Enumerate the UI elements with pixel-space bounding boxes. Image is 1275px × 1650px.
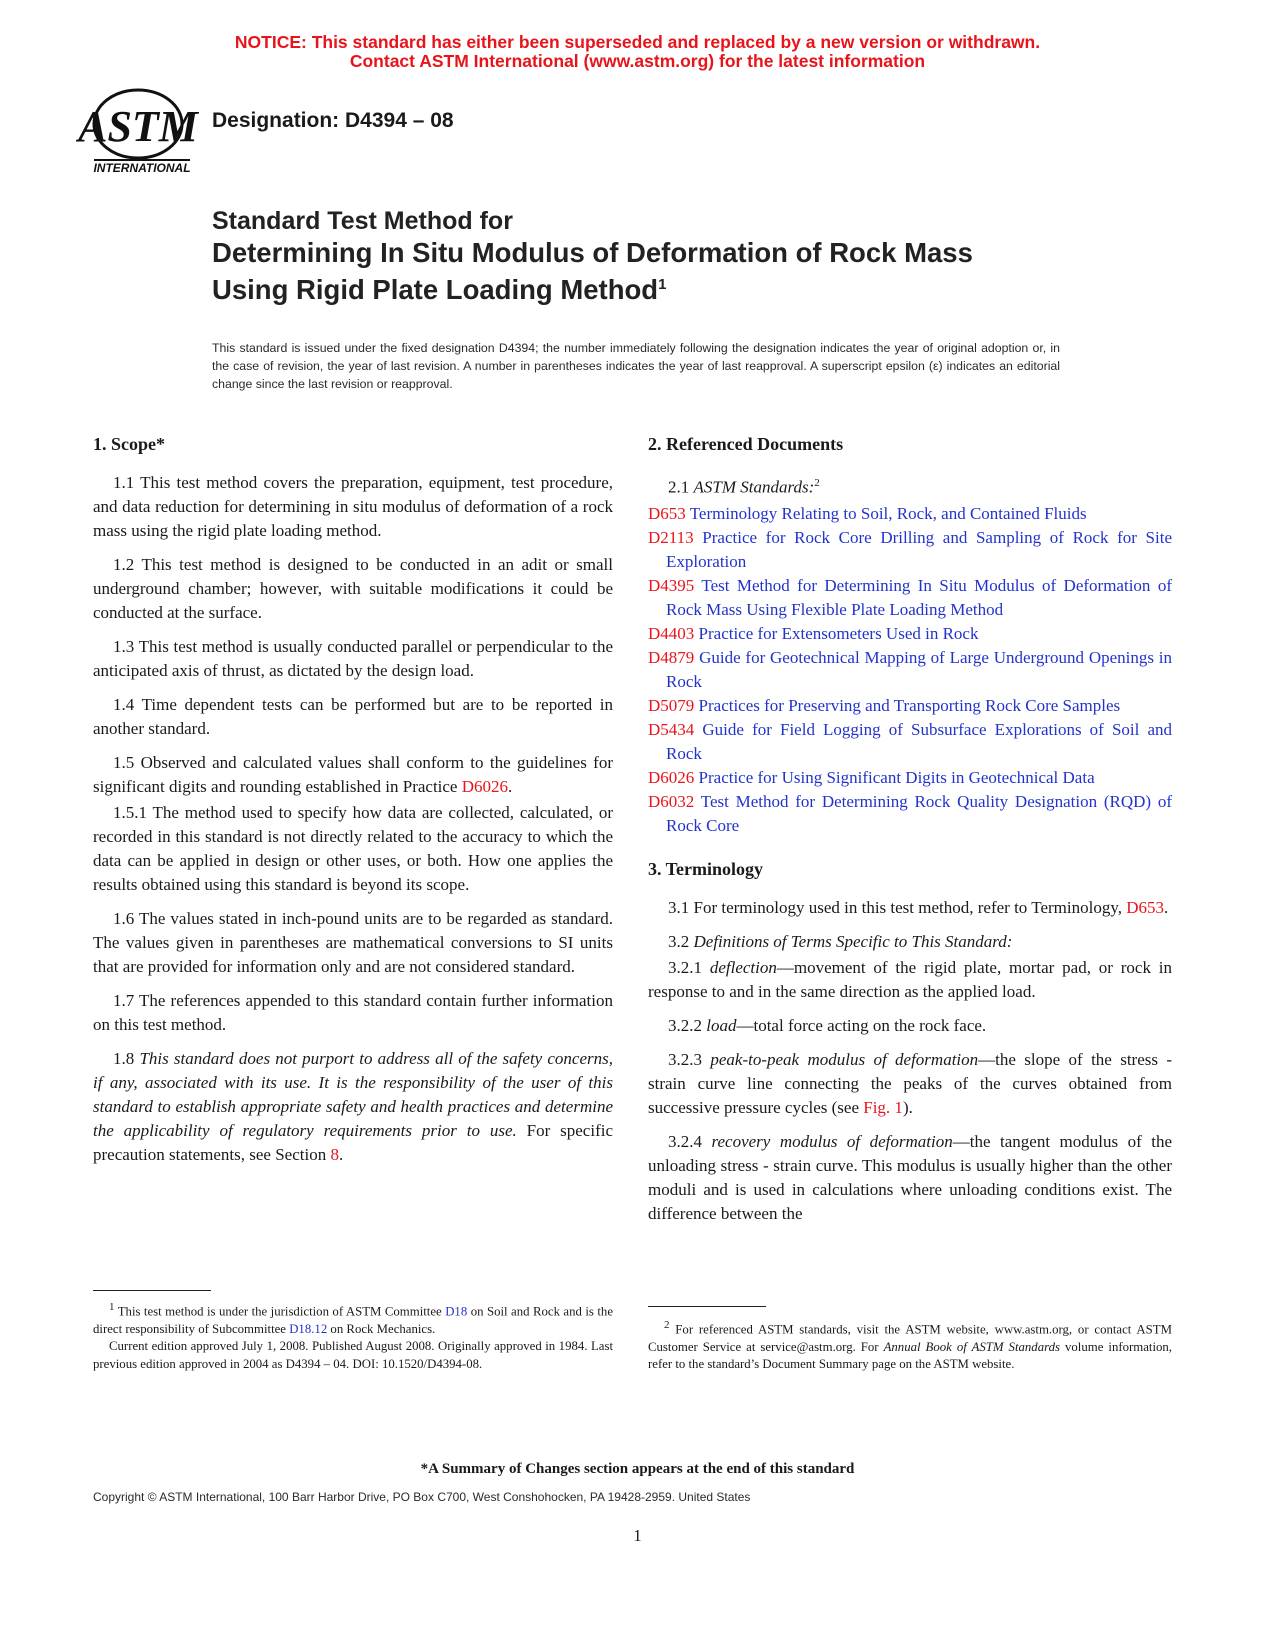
footnote-2: $^2$ For referenced ASTM standards, visit the ASTM website, www.astm.org, or contact ASTM Customer Service at service@astm.org. For Annual Book of ASTM Standards volume information, refer to the standard’s Document Summary page on the ASTM website. bbox=[648, 1319, 1173, 1372]
para-1-7: 1.7 The references appended to this standard contain further information on this test method. bbox=[93, 991, 613, 1034]
footnote-rule-left bbox=[93, 1290, 211, 1291]
document-title bbox=[212, 205, 973, 306]
logo-mark: ASTM bbox=[78, 102, 198, 151]
link-d18[interactable]: D18 bbox=[445, 1304, 468, 1319]
ref-item[interactable]: D4879 Guide for Geotechnical Mapping of Large Underground Openings in Rock bbox=[648, 647, 1173, 691]
ref-item[interactable]: D653 Terminology Relating to Soil, Rock, and Contained Fluids bbox=[648, 503, 1087, 523]
ref-item[interactable]: D6026 Practice for Using Significant Digits in Geotechnical Data bbox=[648, 767, 1095, 787]
page-number: 1 bbox=[633, 1526, 642, 1545]
para-3-2-4: 3.2.4 recovery modulus of deformation—the tangent modulus of the unloading stress - strain curve. This modulus is usually higher than the other moduli and is used in calculations where unloading conditions exist. The difference between the bbox=[648, 1131, 1173, 1223]
ref-item[interactable]: D5434 Guide for Field Logging of Subsurface Explorations of Soil and Rock bbox=[648, 719, 1172, 763]
section-1-heading: 1. Scope* bbox=[93, 434, 165, 454]
logo-text: INTERNATIONAL bbox=[93, 161, 191, 175]
para-3-2: 3.2 Definitions of Terms Specific to This Standard: bbox=[668, 931, 1013, 951]
referenced-standards-list bbox=[648, 502, 1172, 838]
link-d653[interactable]: D653 bbox=[1126, 897, 1165, 917]
para-1-4: 1.4 Time dependent tests can be performed but are to be reported in another standard. bbox=[93, 695, 613, 738]
para-1-2: 1.2 This test method is designed to be conducted in an adit or small underground chamber; however, with suitable modifications it could be conducted at the surface. bbox=[93, 555, 613, 622]
title-line-1: Standard Test Method for bbox=[212, 207, 513, 235]
para-3-2-3: 3.2.3 peak-to-peak modulus of deformation—the slope of the stress - strain curve line connecting the peaks of the curves obtained from successive pressure cycles (see Fig. 1). bbox=[648, 1049, 1172, 1117]
para-3-2-1: 3.2.1 deflection—movement of the rigid plate, mortar pad, or rock in response to and in the same direction as the applied load. bbox=[648, 957, 1172, 1001]
para-1-3: 1.3 This test method is usually conducted parallel or perpendicular to the anticipated axis of thrust, as dictated by the design load. bbox=[93, 637, 613, 680]
para-2-1: 2.1 ASTM Standards:$^2$ bbox=[668, 477, 820, 497]
link-d18-12[interactable]: D18.12 bbox=[289, 1321, 328, 1336]
section-3-heading: 3. Terminology bbox=[648, 858, 764, 879]
right-column bbox=[648, 433, 1172, 1236]
ref-item[interactable]: D6032 Test Method for Determining Rock Quality Designation (RQD) of Rock Core bbox=[648, 791, 1172, 835]
para-3-2-2: 3.2.2 load—total force acting on the rock face. bbox=[668, 1015, 987, 1035]
copyright-line: Copyright © ASTM International, 100 Barr Harbor Drive, PO Box C700, West Conshohocken, PA 19428-2959. United States bbox=[93, 1490, 751, 1504]
ref-item[interactable]: D5079 Practices for Preserving and Transporting Rock Core Samples bbox=[648, 695, 1121, 715]
para-1-6: 1.6 The values stated in inch-pound units are to be regarded as standard. The values given in parentheses are mathematical conversions to SI units that are provided for information only and are not considered standard. bbox=[93, 909, 613, 976]
para-1-5-1: 1.5.1 The method used to specify how data are collected, calculated, or recorded in this standard is not directly related to the accuracy to which the data can be applied in design or other uses, or both. How one applies the results obtained using this standard is beyond its scope. bbox=[93, 803, 613, 894]
left-column bbox=[93, 433, 613, 1177]
astm-logo bbox=[78, 86, 198, 178]
designation: Designation: D4394 – 08 bbox=[212, 109, 454, 132]
summary-of-changes-note: *A Summary of Changes section appears at the end of this standard bbox=[420, 1461, 855, 1477]
para-1-5: 1.5 Observed and calculated values shall conform to the guidelines for significant digits and rounding established in Practice D6026. bbox=[93, 753, 613, 796]
ref-item[interactable]: D2113 Practice for Rock Core Drilling and Sampling of Rock for Site Exploration bbox=[648, 527, 1173, 571]
ref-item[interactable]: D4403 Practice for Extensometers Used in Rock bbox=[648, 623, 979, 643]
para-1-1: 1.1 This test method covers the preparation, equipment, test procedure, and data reduction for determining in situ modulus of deformation of a rock mass using the rigid plate loading method. bbox=[93, 473, 613, 540]
para-3-1: 3.1 For terminology used in this test method, refer to Terminology, D653. bbox=[668, 897, 1169, 917]
notice-line-1: NOTICE: This standard has either been superseded and replaced by a new version or withdrawn. bbox=[234, 32, 1041, 52]
supersession-notice bbox=[0, 33, 1275, 71]
link-fig-1[interactable]: Fig. 1 bbox=[863, 1097, 903, 1117]
link-section-8[interactable]: 8 bbox=[330, 1145, 339, 1164]
title-line-3: Using Rigid Plate Loading Method$^1$ bbox=[212, 274, 667, 306]
para-1-8: 1.8 This standard does not purport to address all of the safety concerns, if any, associated with its use. It is the responsibility of the user of this standard to establish appropriate safety and health practices and determine the applicability of regulatory requirements prior to use. For specific precaution statements, see Section 8. bbox=[93, 1049, 614, 1164]
notice-line-2: Contact ASTM International (www.astm.org) for the latest information bbox=[349, 51, 926, 71]
footnote-1: $^1$ This test method is under the jurisdiction of ASTM Committee D18 on Soil and Rock and is the direct responsibility of Subcommittee D18.12 on Rock Mechanics. Current edition approved July 1, 2008. Published August 2008. Originally approved in 1984. Last previous edition approved in 2004 as D4394 – 04. DOI: 10.1520/D4394-08. bbox=[93, 1301, 613, 1371]
link-d6026[interactable]: D6026 bbox=[461, 777, 509, 796]
preamble: This standard is issued under the fixed designation D4394; the number immediately following the designation indicates the year of original adoption or, in the case of revision, the year of last revision. A number in parentheses indicates the year of last reapproval. A superscript epsilon (ε) indicates an editorial change since the last revision or reapproval. bbox=[212, 341, 1060, 391]
section-2-heading: 2. Referenced Documents bbox=[648, 434, 844, 454]
title-line-2: Determining In Situ Modulus of Deformation of Rock Mass bbox=[212, 237, 973, 268]
title-footnote-mark: 1 bbox=[658, 276, 667, 293]
footnote-rule-right bbox=[648, 1306, 766, 1307]
ref-item[interactable]: D4395 Test Method for Determining In Situ Modulus of Deformation of Rock Mass Using Flexible Plate Loading Method bbox=[648, 575, 1172, 619]
